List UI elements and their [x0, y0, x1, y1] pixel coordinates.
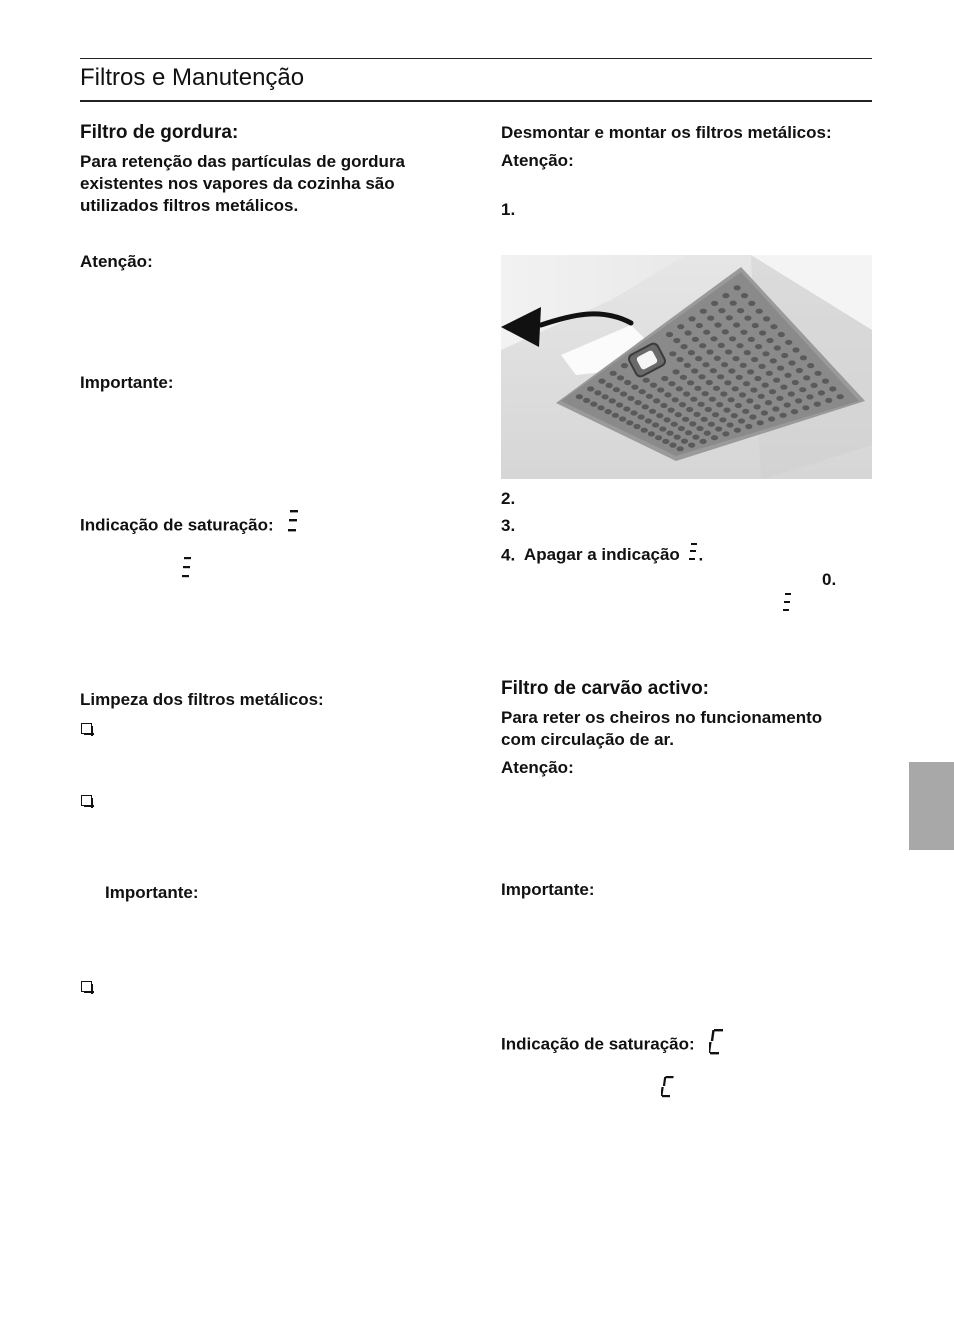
- filter-hole: [700, 309, 707, 314]
- grease-filter-heading: Filtro de gordura:: [80, 122, 239, 143]
- filter-hole: [825, 398, 832, 403]
- filter-hole: [728, 397, 735, 402]
- filter-hole: [684, 363, 691, 368]
- filter-hole: [702, 362, 709, 367]
- filter-hole: [639, 389, 646, 394]
- filter-hole: [777, 366, 784, 371]
- filter-hole: [714, 322, 721, 327]
- filter-hole: [602, 394, 609, 399]
- filter-hole: [761, 410, 768, 415]
- grease-intro-line-1: Para retenção das partículas de gordura: [80, 152, 406, 171]
- filter-hole: [737, 308, 744, 313]
- filter-hole: [635, 400, 642, 405]
- filter-hole: [713, 386, 720, 391]
- grease-intro-line-3: utilizados filtros metálicos.: [80, 196, 299, 215]
- filter-hole: [717, 374, 724, 379]
- filter-hole: [738, 418, 745, 423]
- filter-hole: [662, 439, 669, 444]
- filter-hole: [807, 363, 814, 368]
- filter-hole: [792, 380, 799, 385]
- step-2-number: 2.: [501, 489, 516, 508]
- filter-hole: [657, 387, 664, 392]
- charcoal-intro-line-1: Para reter os cheiros no funcionamento: [501, 708, 823, 727]
- step-4-text: Apagar a indicação: [523, 545, 680, 565]
- filter-hole: [748, 301, 755, 306]
- filter-hole: [742, 409, 749, 414]
- filter-hole: [762, 351, 769, 356]
- filter-hole: [747, 369, 754, 374]
- filter-hole: [666, 431, 673, 436]
- filter-hole: [701, 417, 708, 422]
- important-indented-label: Importante:: [105, 883, 199, 902]
- filter-hole: [669, 351, 676, 356]
- filter-hole: [673, 369, 680, 374]
- filter-hole: [745, 424, 752, 429]
- grease-saturation-row: [80, 509, 300, 543]
- filter-hole: [778, 332, 785, 337]
- cleaning-heading: Limpeza dos filtros metálicos:: [80, 690, 324, 709]
- charcoal-attention: Atenção:: [501, 758, 574, 777]
- charcoal-saturation-label: Indicação de saturação:: [501, 1034, 695, 1054]
- filter-hole: [597, 405, 604, 410]
- grease-filter-intro: [80, 151, 480, 217]
- filter-hole: [718, 308, 725, 313]
- attention-label: Atenção:: [80, 252, 153, 271]
- filter-hole: [688, 350, 695, 355]
- filter-hole: [664, 392, 671, 397]
- filter-hole: [609, 398, 616, 403]
- filter-hole: [791, 409, 798, 414]
- filter-hole: [700, 439, 707, 444]
- filter-hole: [732, 386, 739, 391]
- filter-hole: [693, 412, 700, 417]
- filter-hole: [743, 381, 750, 386]
- filter-hole: [687, 380, 694, 385]
- filter-hole: [590, 402, 597, 407]
- filter-hole: [722, 431, 729, 436]
- filter-hole: [755, 344, 762, 349]
- filter-hole: [751, 357, 758, 362]
- filter-hole: [683, 391, 690, 396]
- filter-hole: [645, 418, 652, 423]
- filter-hole: [672, 397, 679, 402]
- filter-hole: [731, 413, 738, 418]
- filter-hole: [688, 443, 695, 448]
- filter-hole: [772, 406, 779, 411]
- filter-hole: [642, 404, 649, 409]
- segment-e-icon: [180, 556, 194, 587]
- filter-hole: [630, 410, 637, 415]
- filter-hole: [719, 417, 726, 422]
- step-1-number: 1.: [501, 200, 516, 219]
- filter-hole: [650, 383, 657, 388]
- filter-hole: [646, 394, 653, 399]
- filter-hole: [752, 323, 759, 328]
- filter-hole: [606, 383, 613, 388]
- filter-hole: [663, 417, 670, 422]
- filter-hole: [724, 380, 731, 385]
- filter-hole: [733, 322, 740, 327]
- filter-hole: [706, 380, 713, 385]
- filter-hole: [617, 375, 624, 380]
- filter-hole: [638, 414, 645, 419]
- filter-hole: [674, 435, 681, 440]
- filter-hole: [822, 379, 829, 384]
- filter-hole: [643, 378, 650, 383]
- filter-hole: [649, 409, 656, 414]
- page-title: Filtros e Manutenção: [80, 64, 305, 91]
- filter-hole: [624, 380, 631, 385]
- filter-hole: [722, 293, 729, 298]
- top-rule: [80, 58, 872, 59]
- filter-hole: [776, 396, 783, 401]
- filter-hole: [770, 324, 777, 329]
- filter-hole: [704, 431, 711, 436]
- segment-c-icon: [709, 1028, 725, 1062]
- filter-hole: [744, 350, 751, 355]
- filter-hole: [773, 378, 780, 383]
- filter-hole: [675, 412, 682, 417]
- filter-hole: [660, 403, 667, 408]
- title-rule: [80, 100, 872, 102]
- filter-hole: [729, 336, 736, 341]
- charcoal-filter-heading: Filtro de carvão activo:: [501, 678, 710, 699]
- filter-hole: [668, 381, 675, 386]
- filter-hole: [689, 421, 696, 426]
- filter-hole: [736, 375, 743, 380]
- filter-hole: [656, 413, 663, 418]
- filter-hole: [694, 386, 701, 391]
- checkbox-icon: [81, 723, 92, 734]
- filter-hole: [626, 420, 633, 425]
- filter-hole: [621, 363, 628, 368]
- charcoal-important: Importante:: [501, 880, 595, 899]
- filter-removal-illustration: [501, 255, 872, 479]
- filter-hole: [620, 391, 627, 396]
- filter-hole: [583, 398, 590, 403]
- filter-hole: [711, 301, 718, 306]
- filter-hole: [774, 345, 781, 350]
- filter-hole: [815, 371, 822, 376]
- checkbox-icon: [81, 981, 92, 992]
- filter-hole: [734, 428, 741, 433]
- filter-hole: [695, 356, 702, 361]
- segment-c-icon: [661, 1075, 675, 1104]
- step-4-number: 4.: [501, 545, 516, 565]
- filter-hole: [698, 402, 705, 407]
- filter-hole: [803, 375, 810, 380]
- filter-hole: [714, 356, 721, 361]
- filter-hole: [780, 385, 787, 390]
- filter-hole: [653, 398, 660, 403]
- filter-hole: [661, 376, 668, 381]
- filter-hole: [716, 402, 723, 407]
- filter-hole: [763, 316, 770, 321]
- filter-hole: [756, 309, 763, 314]
- filter-hole: [740, 363, 747, 368]
- filter-hole: [692, 337, 699, 342]
- filter-hole: [806, 394, 813, 399]
- filter-hole: [652, 422, 659, 427]
- filter-hole: [718, 343, 725, 348]
- filter-hole: [759, 330, 766, 335]
- filter-hole: [788, 360, 795, 365]
- filter-hole: [750, 387, 757, 392]
- filter-hole: [837, 394, 844, 399]
- filter-hole: [594, 390, 601, 395]
- charcoal-intro: [501, 707, 881, 751]
- step-4-end: .: [698, 545, 704, 565]
- filter-hole: [727, 422, 734, 427]
- filter-hole: [732, 356, 739, 361]
- filter-hole: [736, 343, 743, 348]
- charcoal-intro-line-2: com circulação de ar.: [501, 730, 674, 749]
- filter-hole: [696, 426, 703, 431]
- filter-hole: [757, 420, 764, 425]
- filter-hole: [671, 422, 678, 427]
- filter-hole: [712, 412, 719, 417]
- dismount-attention: Atenção:: [501, 151, 574, 170]
- step-4-row: [501, 542, 703, 570]
- filter-hole: [744, 316, 751, 321]
- charcoal-saturation-row: [501, 1028, 725, 1062]
- segment-e-icon: [286, 509, 300, 543]
- filter-hole: [682, 417, 689, 422]
- filter-hole: [627, 396, 634, 401]
- filter-hole: [666, 332, 673, 337]
- filter-hole: [748, 337, 755, 342]
- grease-intro-line-2: existentes nos vapores da cozinha são: [80, 174, 395, 193]
- filter-hole: [749, 414, 756, 419]
- filter-hole: [691, 368, 698, 373]
- filter-hole: [616, 402, 623, 407]
- filter-hole: [720, 391, 727, 396]
- filter-hole: [814, 402, 821, 407]
- filter-hole: [734, 285, 741, 290]
- filter-hole: [698, 374, 705, 379]
- filter-hole: [659, 426, 666, 431]
- filter-hole: [780, 413, 787, 418]
- filter-hole: [690, 397, 697, 402]
- filter-hole: [754, 376, 761, 381]
- filter-hole: [800, 355, 807, 360]
- filter-hole: [702, 391, 709, 396]
- filter-hole: [796, 368, 803, 373]
- filter-hole: [705, 407, 712, 412]
- grease-saturation-label: Indicação de saturação:: [80, 515, 274, 535]
- filter-hole: [707, 316, 714, 321]
- filter-hole: [680, 375, 687, 380]
- filter-hole: [677, 357, 684, 362]
- filter-hole: [766, 371, 773, 376]
- section-tab: [909, 762, 954, 850]
- filter-hole: [678, 426, 685, 431]
- filter-hole: [633, 424, 640, 429]
- filter-hole: [708, 422, 715, 427]
- filter-hole: [655, 435, 662, 440]
- filter-hole: [605, 409, 612, 414]
- filter-hole: [781, 353, 788, 358]
- filter-hole: [785, 340, 792, 345]
- filter-hole: [754, 404, 761, 409]
- filter-hole: [741, 293, 748, 298]
- filter-hole: [706, 349, 713, 354]
- filter-hole: [711, 435, 718, 440]
- filter-hole: [799, 387, 806, 392]
- filter-hole: [613, 387, 620, 392]
- filter-hole: [669, 443, 676, 448]
- filter-hole: [686, 407, 693, 412]
- filter-hole: [768, 416, 775, 421]
- filter-hole: [811, 383, 818, 388]
- filter-hole: [681, 439, 688, 444]
- filter-hole: [619, 416, 626, 421]
- filter-hole: [677, 446, 684, 451]
- filter-hole: [766, 338, 773, 343]
- filter-hole: [770, 358, 777, 363]
- filter-hole: [769, 389, 776, 394]
- filter-hole: [689, 316, 696, 321]
- filter-hole: [692, 435, 699, 440]
- filter-hole: [587, 386, 594, 391]
- dismount-heading: Desmontar e montar os filtros metálicos:: [501, 123, 832, 142]
- filter-hole: [735, 403, 742, 408]
- filter-hole: [758, 394, 765, 399]
- filter-hole: [802, 405, 809, 410]
- filter-hole: [709, 397, 716, 402]
- filter-hole: [710, 336, 717, 341]
- filter-hole: [612, 413, 619, 418]
- filter-hole: [725, 349, 732, 354]
- step-3-number: 3.: [501, 516, 516, 535]
- filter-hole: [788, 391, 795, 396]
- filter-hole: [610, 371, 617, 376]
- filter-hole: [784, 402, 791, 407]
- filter-hole: [623, 406, 630, 411]
- filter-hole: [715, 426, 722, 431]
- filter-hole: [631, 385, 638, 390]
- filter-hole: [728, 368, 735, 373]
- filter-hole: [703, 330, 710, 335]
- checkbox-icon: [81, 795, 92, 806]
- important-label: Importante:: [80, 373, 174, 392]
- filter-hole: [726, 315, 733, 320]
- filter-hole: [710, 368, 717, 373]
- filter-hole: [765, 400, 772, 405]
- filter-hole: [792, 347, 799, 352]
- filter-hole: [795, 398, 802, 403]
- filter-hole: [681, 344, 688, 349]
- filter-hole: [668, 408, 675, 413]
- segment-e-icon: [687, 542, 699, 570]
- filter-hole: [746, 398, 753, 403]
- filter-hole: [677, 324, 684, 329]
- filter-hole: [648, 431, 655, 436]
- filter-hole: [676, 386, 683, 391]
- filter-hole: [758, 364, 765, 369]
- filter-hole: [829, 386, 836, 391]
- filter-hole: [730, 301, 737, 306]
- filter-hole: [721, 362, 728, 367]
- filter-hole: [740, 330, 747, 335]
- filter-hole: [673, 338, 680, 343]
- filter-hole: [818, 390, 825, 395]
- filter-hole: [685, 430, 692, 435]
- filter-hole: [722, 329, 729, 334]
- filter-hole: [699, 343, 706, 348]
- filter-hole: [696, 323, 703, 328]
- filter-hole: [685, 330, 692, 335]
- filter-hole: [641, 428, 648, 433]
- filter-hole: [576, 394, 583, 399]
- filter-hole: [679, 402, 686, 407]
- filter-hole: [598, 379, 605, 384]
- filter-hole: [784, 373, 791, 378]
- segment-e-icon: [781, 592, 793, 619]
- zero-value: 0.: [822, 570, 837, 589]
- filter-hole: [762, 383, 769, 388]
- filter-hole: [739, 392, 746, 397]
- filter-hole: [723, 408, 730, 413]
